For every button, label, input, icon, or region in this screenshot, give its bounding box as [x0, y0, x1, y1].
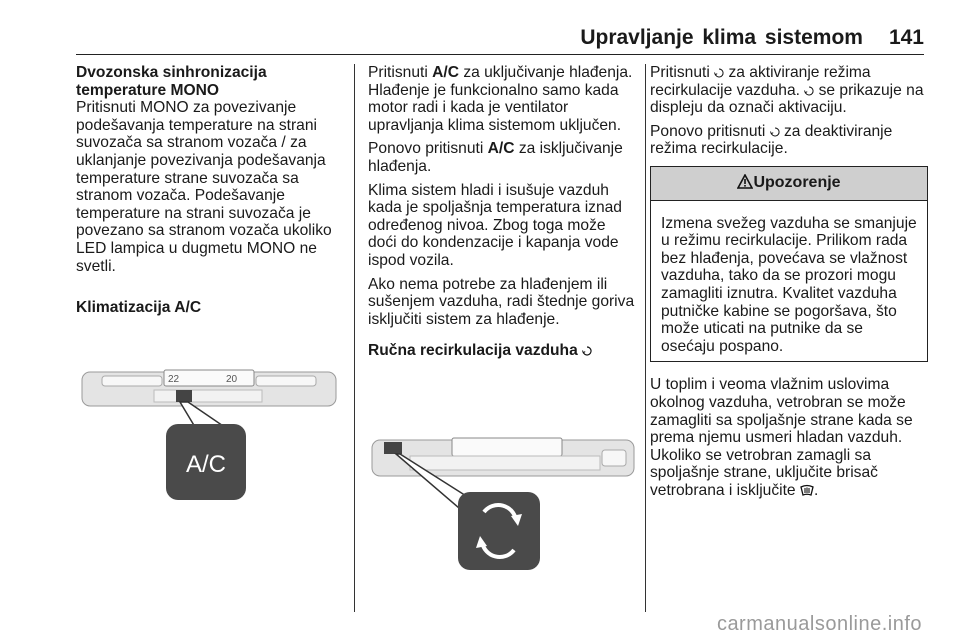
recirculation-icon	[770, 127, 780, 137]
warning-text: Izmena svežeg vazduha se smanjuje u režimu recirkulacije. Prilikom rada bez hlađenja, povećava se vlažnost vazduha, tako da se prozori mogu zamagliti iznutra. Kvalitet vazduha putničke kabine se pogoršava, što može uticati na putnike da se osećaju pospano.	[661, 214, 917, 355]
watermark: carmanualsonline.info	[716, 613, 922, 635]
header-rule	[76, 54, 924, 55]
warning-icon	[737, 174, 753, 189]
heading-recirculation	[368, 342, 638, 360]
ac-panel-illustration	[80, 366, 340, 504]
ac-button-highlight	[176, 390, 192, 402]
page-number: 141	[888, 26, 924, 49]
recirculation-icon	[582, 346, 592, 356]
ac-keyword: A/C	[432, 64, 459, 81]
recirculation-icon	[804, 86, 814, 96]
paragraph-ac-on	[368, 64, 638, 134]
spacer	[76, 281, 348, 299]
spacer	[368, 334, 638, 342]
ac-button-label: A/C	[185, 451, 227, 478]
recirculation-icon	[714, 68, 724, 78]
paragraph-mono: Pritisnuti MONO za povezivanje podešavanja temperature na strani suvozača sa stranom vozača / za uklanjanje povezivanja podešavanja temperature strane suvozača sa stranom vozača. Podešavanje temperature na strani suvozača je povezano sa stranom vozača ukoliko LED lampica u dugmetu MONO ne svetli.	[76, 99, 332, 275]
column-3	[650, 64, 928, 505]
paragraph-fuel-saving: Ako nema potrebe za hlađenjem ili sušenjem vazduha, radi štednje goriva isključiti sistem za hlađenje.	[368, 275, 635, 328]
recirculation-panel-illustration	[370, 430, 640, 572]
text-part: se prikazuje na displeju da označi aktivaciju.	[650, 81, 924, 117]
text-part: za isključivanje hlađenja.	[368, 140, 623, 175]
paragraph-recirc-on	[650, 64, 928, 117]
heading-mono-line2: temperature MONO	[76, 81, 219, 99]
page-title	[580, 26, 924, 50]
paragraph-condensation: Klima sistem hladi i isušuje vazduh kada je spoljašnja temperatura iznad određenog nivoa. Zbog toga može doći do kondenzacije i kapanja vode ispod vozila.	[368, 181, 622, 269]
warning-box	[650, 166, 928, 362]
display-temp-right: 20	[226, 374, 238, 385]
text-part: Pritisnuti	[650, 64, 715, 81]
paragraph-windshield: U toplim i veoma vlažnim uslovima okolnog vazduha, vetrobran se može zamagliti sa spoljašnje strane kada se prema njemu usmeri hladan vazduh. Ukoliko se vetrobran zamagli sa spoljašnje strane, uključite brisač vetrobrana i isključite .	[650, 376, 913, 499]
text-part: za aktiviranje režima recirkulacije vazduha.	[650, 64, 871, 99]
text-part: U toplim i veoma vlažnim uslovima okolnog vazduha, vetrobran se može zamagliti sa spoljašnje strane kada se prema njemu usmeri hladan vazduh. Ukoliko se vetrobran zamagli sa spoljašnje strane, uključite brisač vetrobrana i isključite	[650, 376, 913, 499]
paragraph-recirc-off	[650, 123, 928, 158]
warning-title: Upozorenje	[753, 173, 841, 191]
text-part: Pritisnuti	[368, 64, 433, 81]
warning-header	[651, 167, 927, 201]
text-part: za deaktiviranje režima recirkulacije.	[650, 122, 893, 158]
column-1	[76, 64, 348, 317]
section-title: Upravljanje klima sistemom	[580, 26, 863, 49]
paragraph-ac-off	[368, 140, 638, 175]
text-part: Ponovo pritisnuti	[368, 140, 488, 158]
heading-text: Ručna recirkulacija vazduha	[368, 342, 578, 360]
windshield-defrost-icon	[800, 484, 814, 497]
column-divider-1	[354, 64, 355, 612]
display-temp-left: 22	[168, 374, 180, 385]
ac-keyword: A/C	[487, 140, 515, 158]
heading-ac: Klimatizacija A/C	[76, 299, 202, 317]
column-2	[368, 64, 638, 360]
heading-mono-line1: Dvozonska sinhronizacija	[76, 64, 267, 81]
text-part: za uključivanje hlađenja. Hlađenje je funkcionalno samo kada motor radi i kada je ventilator upravljanja klima sistemom uključen.	[368, 64, 633, 134]
text-part: Ponovo pritisnuti	[650, 122, 770, 140]
recirc-button-highlight	[384, 442, 402, 454]
column-divider-2	[645, 64, 646, 612]
